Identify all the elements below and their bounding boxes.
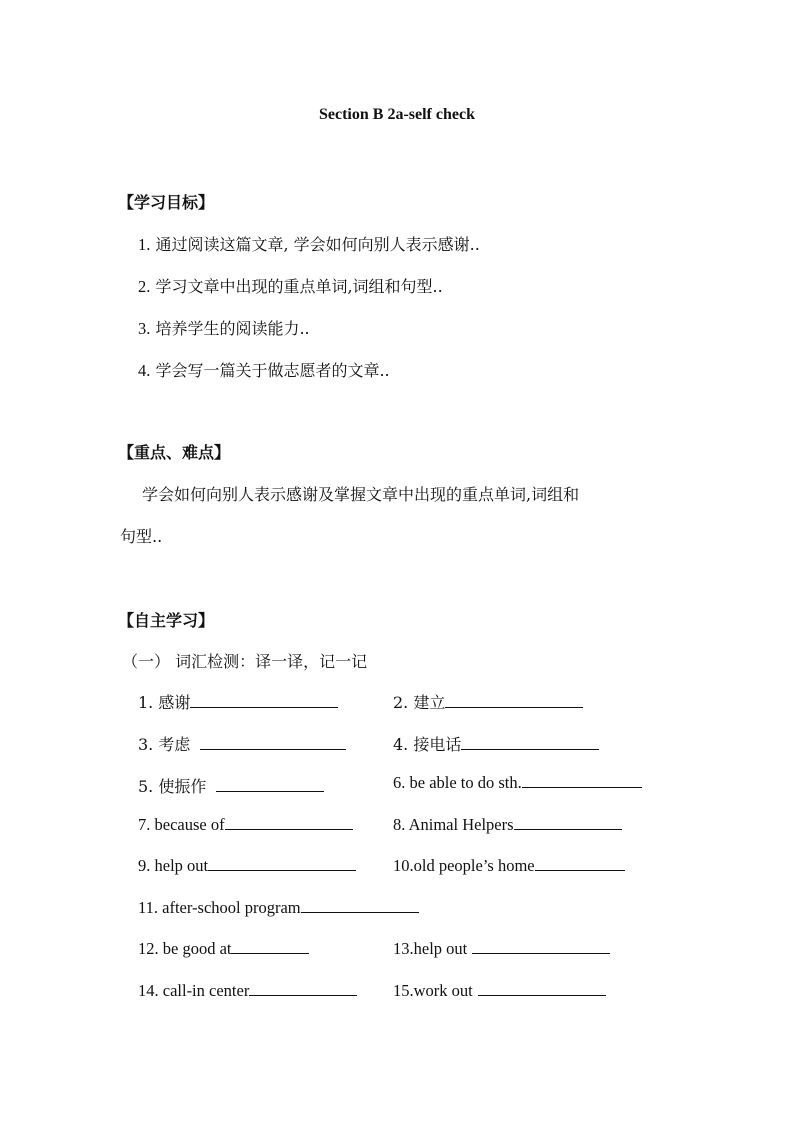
answer-blank[interactable]: [301, 898, 419, 913]
vocab-label: 12. be good at: [138, 939, 232, 958]
objective-number: 1.: [138, 235, 151, 254]
key-points-line-1: 学会如何向别人表示感谢及掌握文章中出现的重点单词,词组和: [142, 485, 580, 504]
vocab-label: 11. after-school program: [138, 898, 301, 917]
vocab-label: 15.work out: [393, 981, 473, 1000]
answer-blank[interactable]: [535, 856, 625, 871]
vocab-item-7: [138, 815, 353, 835]
answer-blank[interactable]: [225, 815, 353, 830]
objective-text: 学会写一篇关于做志愿者的文章..: [155, 361, 390, 380]
objectives-heading: 【学习目标】: [118, 193, 215, 212]
self-study-heading: 【自主学习】: [118, 611, 215, 630]
vocab-label: 13.help out: [393, 939, 468, 958]
vocab-item-12: [138, 939, 309, 959]
vocab-label: 5. 使振作: [138, 777, 207, 796]
vocab-label: 8. Animal Helpers: [393, 815, 514, 834]
vocab-item-10: [393, 856, 625, 876]
objective-item: [138, 358, 390, 381]
vocab-item-3: [138, 732, 346, 755]
objective-item: [138, 232, 480, 255]
vocab-item-8: [393, 815, 622, 835]
answer-blank[interactable]: [231, 939, 309, 954]
vocab-label: 9. help out: [138, 856, 209, 875]
answer-blank[interactable]: [200, 735, 346, 750]
answer-blank[interactable]: [514, 815, 622, 830]
vocab-item-13: [393, 939, 610, 959]
vocab-item-4: [393, 732, 599, 755]
objective-text: 培养学生的阅读能力..: [155, 319, 310, 338]
vocab-item-6: [393, 773, 642, 793]
vocab-item-5: [138, 774, 324, 797]
vocab-label: 4. 接电话: [393, 735, 462, 754]
vocab-item-9: [138, 856, 356, 876]
page-title: Section B 2a-self check: [319, 106, 475, 123]
answer-blank[interactable]: [190, 693, 338, 708]
objective-number: 4.: [138, 361, 151, 380]
vocab-label: 6. be able to do sth.: [393, 773, 522, 792]
objective-number: 2.: [138, 277, 151, 296]
vocab-label: 3. 考虑: [138, 735, 191, 754]
vocab-label: 1. 感谢: [138, 693, 191, 712]
vocab-subheading: （一） 词汇检测：译一译，记一记: [122, 652, 368, 671]
vocab-label: 10.old people’s home: [393, 856, 535, 875]
vocab-item-14: [138, 981, 357, 1001]
answer-blank[interactable]: [478, 981, 606, 996]
vocab-label: 7. because of: [138, 815, 225, 834]
objective-number: 3.: [138, 319, 151, 338]
answer-blank[interactable]: [216, 777, 324, 792]
answer-blank[interactable]: [522, 773, 642, 788]
vocab-item-2: [393, 690, 583, 713]
answer-blank[interactable]: [208, 856, 356, 871]
vocab-item-11: [138, 898, 419, 918]
answer-blank[interactable]: [249, 981, 357, 996]
vocab-label: 14. call-in center: [138, 981, 250, 1000]
answer-blank[interactable]: [445, 693, 583, 708]
key-points-line-2: 句型..: [120, 527, 163, 546]
answer-blank[interactable]: [461, 735, 599, 750]
objective-item: [138, 316, 310, 339]
objective-text: 通过阅读这篇文章, 学会如何向别人表示感谢..: [155, 235, 480, 254]
vocab-item-1: [138, 690, 338, 713]
key-points-heading: 【重点、难点】: [118, 443, 231, 462]
vocab-item-15: [393, 981, 606, 1001]
objective-item: [138, 274, 443, 297]
objective-text: 学习文章中出现的重点单词,词组和句型..: [155, 277, 443, 296]
answer-blank[interactable]: [472, 939, 610, 954]
vocab-label: 2. 建立: [393, 693, 446, 712]
